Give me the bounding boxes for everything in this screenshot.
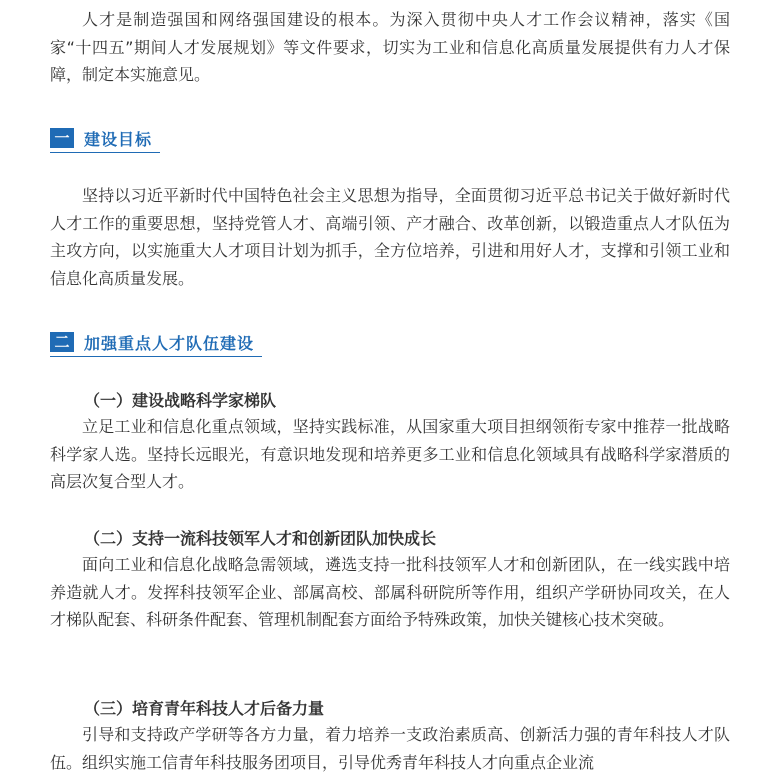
intro-paragraph: 人才是制造强国和网络强国建设的根本。为深入贯彻中央人才工作会议精神，落实《国家“十四五”期间人才发展规划》等文件要求，切实为工业和信息化高质量发展提供有力人才保障，制定本实施意见。 (50, 10, 730, 84)
subsection-1-paragraph: 立足工业和信息化重点领域，坚持实践标准，从国家重大项目担纲领衔专家中推荐一批战略科学家人选。坚持长远眼光，有意识地发现和培养更多工业和信息化领域具有战略科学家潜质的高层次复合型人才。 (50, 417, 730, 491)
section-number-badge: 二 (50, 332, 74, 352)
subsection-title-3: （三）培育青年科技人才后备力量 (84, 699, 325, 718)
subsection-title-1: （一）建设战略科学家梯队 (84, 391, 277, 410)
section-title: 加强重点人才队伍建设 (84, 333, 255, 353)
section-number-badge: 一 (50, 128, 74, 148)
subsection-3-paragraph: 引导和支持政产学研等各方力量，着力培养一支政治素质高、创新活力强的青年科技人才队伍。组织实施工信青年科技服务团项目，引导优秀青年科技人才向重点企业流 (50, 725, 730, 772)
subsection-2-paragraph: 面向工业和信息化战略急需领域，遴选支持一批科技领军人才和创新团队，在一线实践中培养造就人才。发挥科技领军企业、部属高校、部属科研院所等作用，组织产学研协同攻关，在人才梯队配套、科研条件配套、管理机制配套方面给予特殊政策，加快关键核心技术突破。 (50, 555, 730, 629)
subsection-title-2: （二）支持一流科技领军人才和创新团队加快成长 (84, 529, 437, 548)
section-1-paragraph: 坚持以习近平新时代中国特色社会主义思想为指导，全面贯彻习近平总书记关于做好新时代人才工作的重要思想，坚持党管人才、高端引领、产才融合、改革创新，以锻造重点人才队伍为主攻方向，以实施重大人才项目计划为抓手，全方位培养，引进和用好人才，支撑和引领工业和信息化高质量发展。 (50, 186, 730, 288)
section-heading-1 (50, 124, 160, 153)
section-title: 建设目标 (84, 129, 153, 149)
section-heading-2 (50, 328, 262, 357)
